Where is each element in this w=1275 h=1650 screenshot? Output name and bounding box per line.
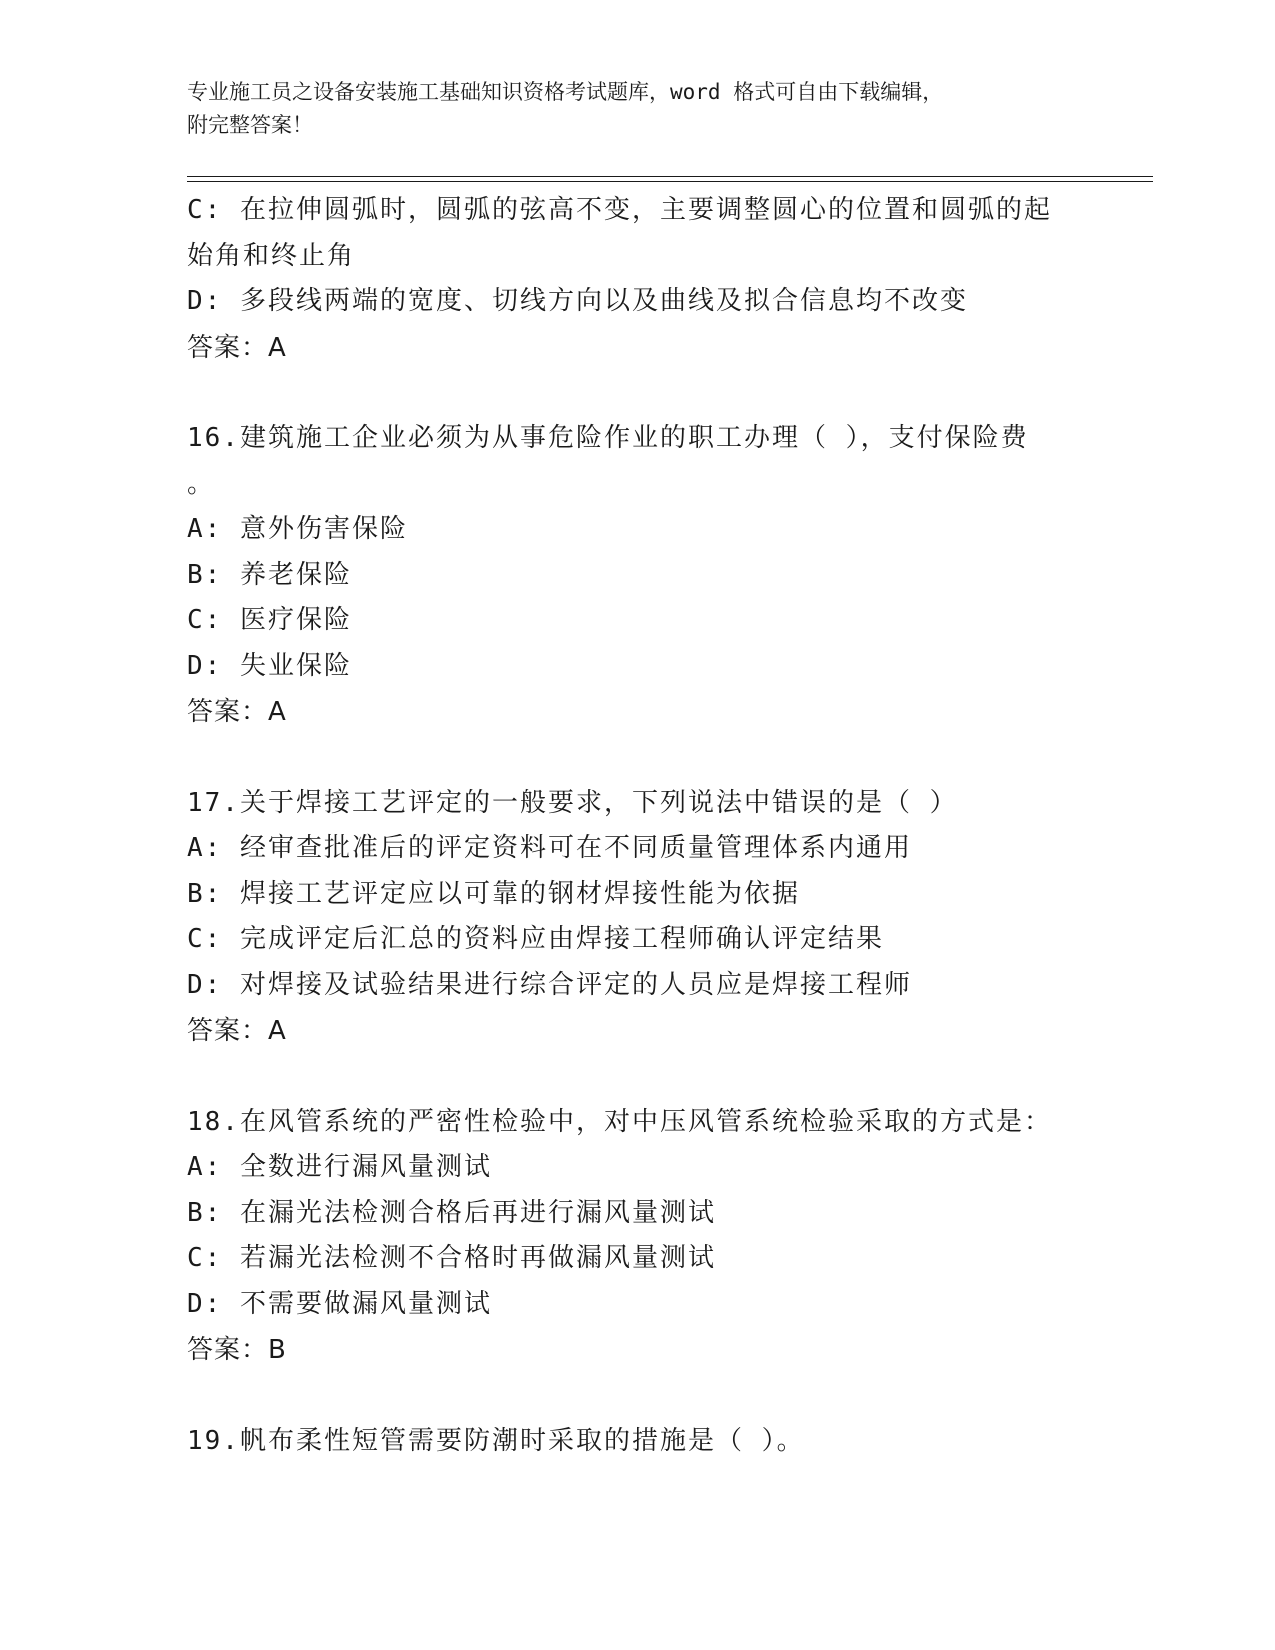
spacer (187, 1373, 1067, 1419)
q17-answer: 答案：A (187, 1016, 287, 1046)
q16-stem-line-1: 16.建筑施工企业必须为从事危险作业的职工办理（ ），支付保险费 (187, 423, 1029, 453)
spacer (187, 1054, 1067, 1100)
q17-option-b: B: 焊接工艺评定应以可靠的钢材焊接性能为依据 (187, 878, 800, 909)
question-17 (187, 781, 1067, 1055)
q15-option-c-line-1: C: 在拉伸圆弧时，圆弧的弦高不变，主要调整圆心的位置和圆弧的起 (187, 195, 1052, 225)
question-18 (187, 1100, 1067, 1374)
q16-answer: 答案：A (187, 697, 287, 727)
header-divider-bottom (187, 181, 1153, 182)
q17-option-d: D: 对焊接及试验结果进行综合评定的人员应是焊接工程师 (187, 969, 912, 1000)
q15-answer: 答案：A (187, 332, 287, 363)
q18-option-d: D: 不需要做漏风量测试 (187, 1288, 492, 1319)
question-16 (187, 416, 1067, 735)
q17-option-a: A: 经审查批准后的评定资料可在不同质量管理体系内通用 (187, 833, 912, 863)
question-15-continued (187, 188, 1067, 371)
q16-option-b: B: 养老保险 (187, 559, 352, 590)
q18-option-a: A: 全数进行漏风量测试 (187, 1152, 492, 1182)
question-19 (187, 1419, 1067, 1465)
header-divider-top (187, 176, 1153, 177)
q15-option-d: D: 多段线两端的宽度、切线方向以及曲线及拟合信息均不改变 (187, 286, 968, 316)
header-title-line-1: 专业施工员之设备安装施工基础知识资格考试题库，word 格式可自由下载编辑， (187, 80, 944, 104)
spacer (187, 371, 1067, 417)
q15-option-c-line-2: 始角和终止角 (187, 240, 356, 271)
q18-answer: 答案：B (187, 1335, 287, 1365)
q17-option-c: C: 完成评定后汇总的资料应由焊接工程师确认评定结果 (187, 924, 884, 954)
q18-stem: 18.在风管系统的严密性检验中，对中压风管系统检验采取的方式是： (187, 1106, 1052, 1137)
q19-stem: 19.帆布柔性短管需要防潮时采取的措施是（ ）。 (187, 1425, 805, 1456)
q16-option-d: D: 失业保险 (187, 650, 352, 681)
q18-option-b: B: 在漏光法检测合格后再进行漏风量测试 (187, 1197, 716, 1228)
q16-option-c: C: 医疗保险 (187, 605, 352, 635)
document-header (187, 76, 1087, 142)
q16-option-a: A: 意外伤害保险 (187, 514, 408, 544)
question-list (187, 188, 1067, 1464)
q17-stem: 17.关于焊接工艺评定的一般要求，下列说法中错误的是（ ） (187, 787, 958, 818)
q16-stem-line-2: 。 (187, 468, 216, 499)
spacer (187, 735, 1067, 781)
q18-option-c: C: 若漏光法检测不合格时再做漏风量测试 (187, 1243, 716, 1273)
header-title-line-2: 附完整答案！ (187, 113, 313, 137)
